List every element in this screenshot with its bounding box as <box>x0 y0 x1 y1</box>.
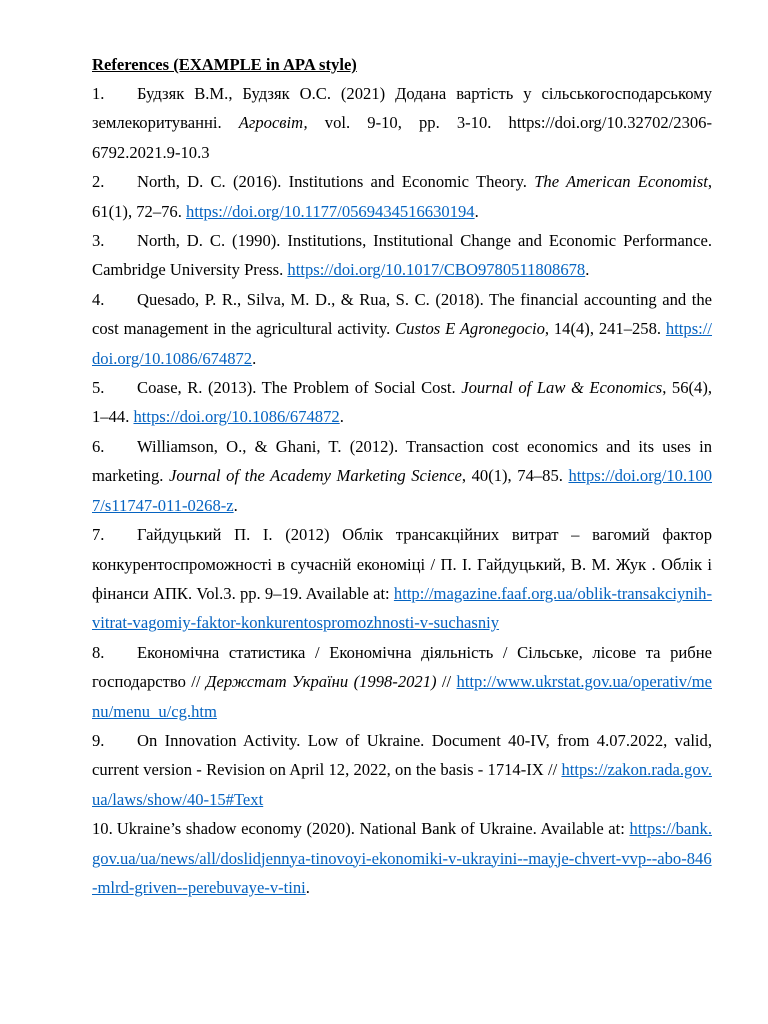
reference-text: North, D. C. (1990). Institutions, Institutional Change and Economic Performance. Cambridge University Press. <box>92 231 712 280</box>
reference-source: Custos E Agronegocio <box>395 319 545 339</box>
reference-item-7 <box>92 520 712 638</box>
reference-text: North, D. C. (2016). Institutions and Economic Theory. <box>137 172 535 192</box>
reference-number: 5. <box>92 378 105 398</box>
reference-url-link[interactable]: http://www.ukrstat.gov.ua/operativ/menu/menu_u/cg.htm <box>92 672 712 721</box>
reference-doi-link[interactable]: https://doi.org/10.1086/674872 <box>92 319 712 368</box>
reference-end: . <box>474 201 479 221</box>
reference-item-1 <box>92 79 712 167</box>
reference-end: . <box>585 260 590 280</box>
reference-source: Держстат України (1998-2021) <box>205 672 437 692</box>
reference-item-2 <box>92 167 712 226</box>
reference-details: , 40(1), 74–85. <box>461 466 569 486</box>
reference-number: 3. <box>92 231 105 251</box>
reference-details: , 61(1), 72–76. <box>92 172 712 221</box>
reference-number: 4. <box>92 289 105 309</box>
references-heading: References (EXAMPLE in APA style) <box>92 55 357 74</box>
reference-number: 1. <box>92 84 105 103</box>
reference-text: Quesado, P. R., Silva, M. D., & Rua, S. C. (2018). The financial accounting and the cost management in the agricultural activity. <box>92 289 712 339</box>
reference-end: . <box>252 348 257 368</box>
reference-item-8 <box>92 638 712 726</box>
reference-item-6 <box>92 432 712 520</box>
reference-text: Coase, R. (2013). The Problem of Social Cost. <box>137 378 462 398</box>
reference-text: On Innovation Activity. Low of Ukraine. Document 40-IV, from 4.07.2022, valid, current version - Revision on April 12, 2022, on the basis - 1714-IX // <box>92 730 712 780</box>
reference-url-link[interactable]: http://magazine.faaf.org.ua/oblik-transakciynih-vitrat-vagomiy-faktor-konkurentospromozhnosti-v-suchasniy <box>92 583 712 633</box>
reference-item-4 <box>92 285 712 373</box>
reference-doi-link[interactable]: https://doi.org/10.1007/s11747-011-0268-z <box>92 466 712 515</box>
reference-details: , 56(4), 1–44. <box>92 378 712 427</box>
reference-source: Агросвіт, <box>238 113 308 133</box>
reference-item-10 <box>92 814 712 902</box>
reference-source: Journal of the Academy Marketing Science <box>169 466 462 486</box>
reference-details: // <box>436 672 457 692</box>
reference-end: . <box>305 877 310 897</box>
reference-source: The American Economist <box>534 172 708 192</box>
reference-number: 9. <box>92 730 105 750</box>
reference-end: . <box>339 407 344 427</box>
reference-text: Ukraine’s shadow economy (2020). National Bank of Ukraine. Available at: <box>116 819 630 839</box>
reference-item-3 <box>92 226 712 285</box>
reference-number: 6. <box>92 436 105 456</box>
reference-item-5 <box>92 373 712 432</box>
reference-source: Journal of Law & Economics <box>461 378 663 398</box>
reference-doi-link[interactable]: https://doi.org/10.1177/0569434516630194 <box>186 201 475 221</box>
reference-url-link[interactable]: https://zakon.rada.gov.ua/laws/show/40-15#Text <box>92 760 712 809</box>
reference-number: 7. <box>92 525 105 545</box>
reference-url-link[interactable]: https://bank.gov.ua/ua/news/all/doslidjennya-tinovoyi-ekonomiki-v-ukrayini--mayje-chvert-vvp--abo-846-mlrd-griven--perebuvaye-v-tini <box>92 819 712 897</box>
reference-details: , 14(4), 241–258. <box>544 319 666 339</box>
reference-doi-link[interactable]: https://doi.org/10.1017/CBO9780511808678 <box>287 260 586 280</box>
reference-text: Williamson, O., & Ghani, T. (2012). Transaction cost economics and its uses in marketing. <box>92 436 712 486</box>
reference-number: 10. <box>92 819 113 839</box>
reference-number: 8. <box>92 642 105 662</box>
reference-end: . <box>233 495 238 515</box>
reference-details: vol. 9-10, pp. 3-10. https://doi.org/10.32702/2306-6792.2021.9-10.3 <box>92 113 712 162</box>
reference-item-9 <box>92 726 712 814</box>
reference-text: Економічна статистика / Економічна діяльність / Сільське, лісове та рибне господарство // <box>92 642 712 692</box>
reference-doi-link[interactable]: https://doi.org/10.1086/674872 <box>133 407 340 427</box>
reference-text: Гайдуцький П. І. (2012) Облік трансакційних витрат – вагомий фактор конкурентоспроможності в сучасній економіці / П. І. Гайдуцький, В. М. Жук . Облік і фінанси АПК. Vol.3. pp. 9–19. Available at: <box>92 525 712 603</box>
reference-text: Будзяк В.М., Будзяк О.С. (2021) Додана вартість у сільськогосподарському землекоритуванні. <box>92 84 712 133</box>
reference-number: 2. <box>92 172 105 192</box>
